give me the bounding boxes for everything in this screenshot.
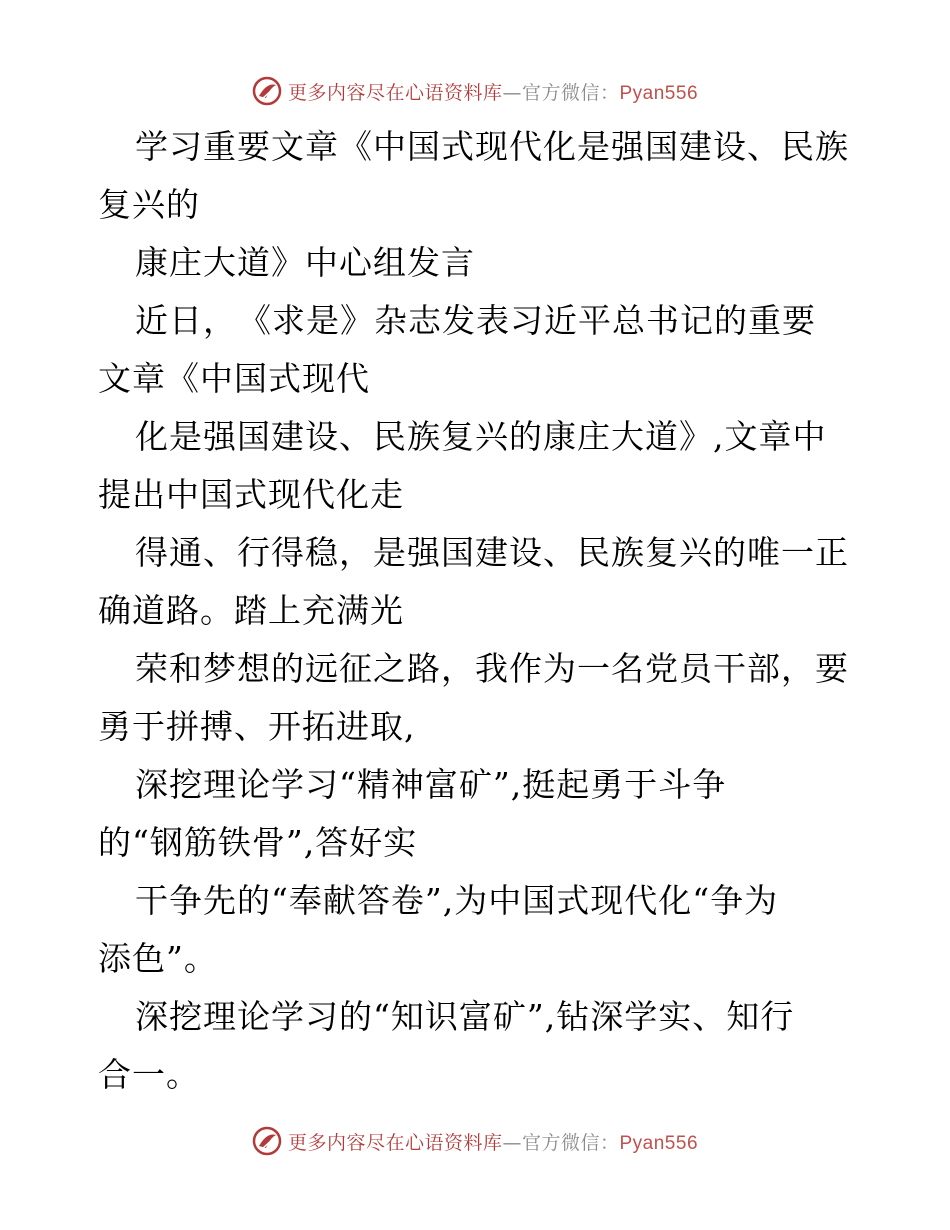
watermark-sub: 官方微信：: [521, 1131, 620, 1154]
watermark-sub: 官方微信：: [521, 81, 620, 104]
watermark-main: 更多内容尽在心语资料库: [287, 81, 503, 104]
paragraph-line: 提出中国式现代化走: [98, 475, 404, 514]
paragraph-line: 添色”。: [98, 939, 218, 978]
title-line-2: 复兴的: [98, 185, 200, 224]
watermark-main: 更多内容尽在心语资料库: [287, 1131, 503, 1154]
paragraph-line: 得通、行得稳，是强国建设、民族复兴的唯一正: [135, 533, 849, 572]
paragraph-line: 近日， 《求是》杂志发表习近平总书记的重要: [135, 301, 816, 340]
document-body: [98, 118, 858, 1104]
paragraph-line: 荣和梦想的远征之路，我作为一名党员干部，要: [135, 649, 849, 688]
watermark-header: [0, 74, 950, 108]
paragraph-line: 文章《中国式现代: [98, 359, 370, 398]
paragraph-line: 确道路。踏上充满光: [98, 591, 404, 630]
paragraph-line: 化是强国建设、民族复兴的康庄大道》,文章中: [135, 417, 827, 456]
watermark-id: Pyan556: [619, 82, 699, 104]
watermark-footer: [0, 1124, 950, 1158]
title-line-3: 康庄大道》中心组发言: [135, 243, 475, 282]
paragraph-line: 的“钢筋铁骨”,答好实: [98, 823, 418, 862]
paragraph-line: 深挖理论学习“精神富矿”,挺起勇于斗争: [135, 765, 727, 804]
paragraph-line: 勇于拼搏、开拓进取,: [98, 707, 416, 746]
watermark-id: Pyan556: [619, 1132, 699, 1154]
logo-icon: [252, 1126, 282, 1156]
paragraph-line: 深挖理论学习的“知识富矿”,钻深学实、知行: [135, 997, 795, 1036]
watermark-text: [288, 78, 698, 105]
paragraph-line: 合一。: [98, 1055, 200, 1094]
watermark-text: [288, 1128, 698, 1155]
logo-icon: [252, 76, 282, 106]
watermark-dash: —: [502, 1131, 522, 1154]
paragraph-line: 干争先的“奉献答卷”,为中国式现代化“争为: [135, 881, 779, 920]
watermark-dash: —: [502, 81, 522, 104]
title-line-1: 学习重要文章《中国式现代化是强国建设、民族: [135, 127, 849, 166]
